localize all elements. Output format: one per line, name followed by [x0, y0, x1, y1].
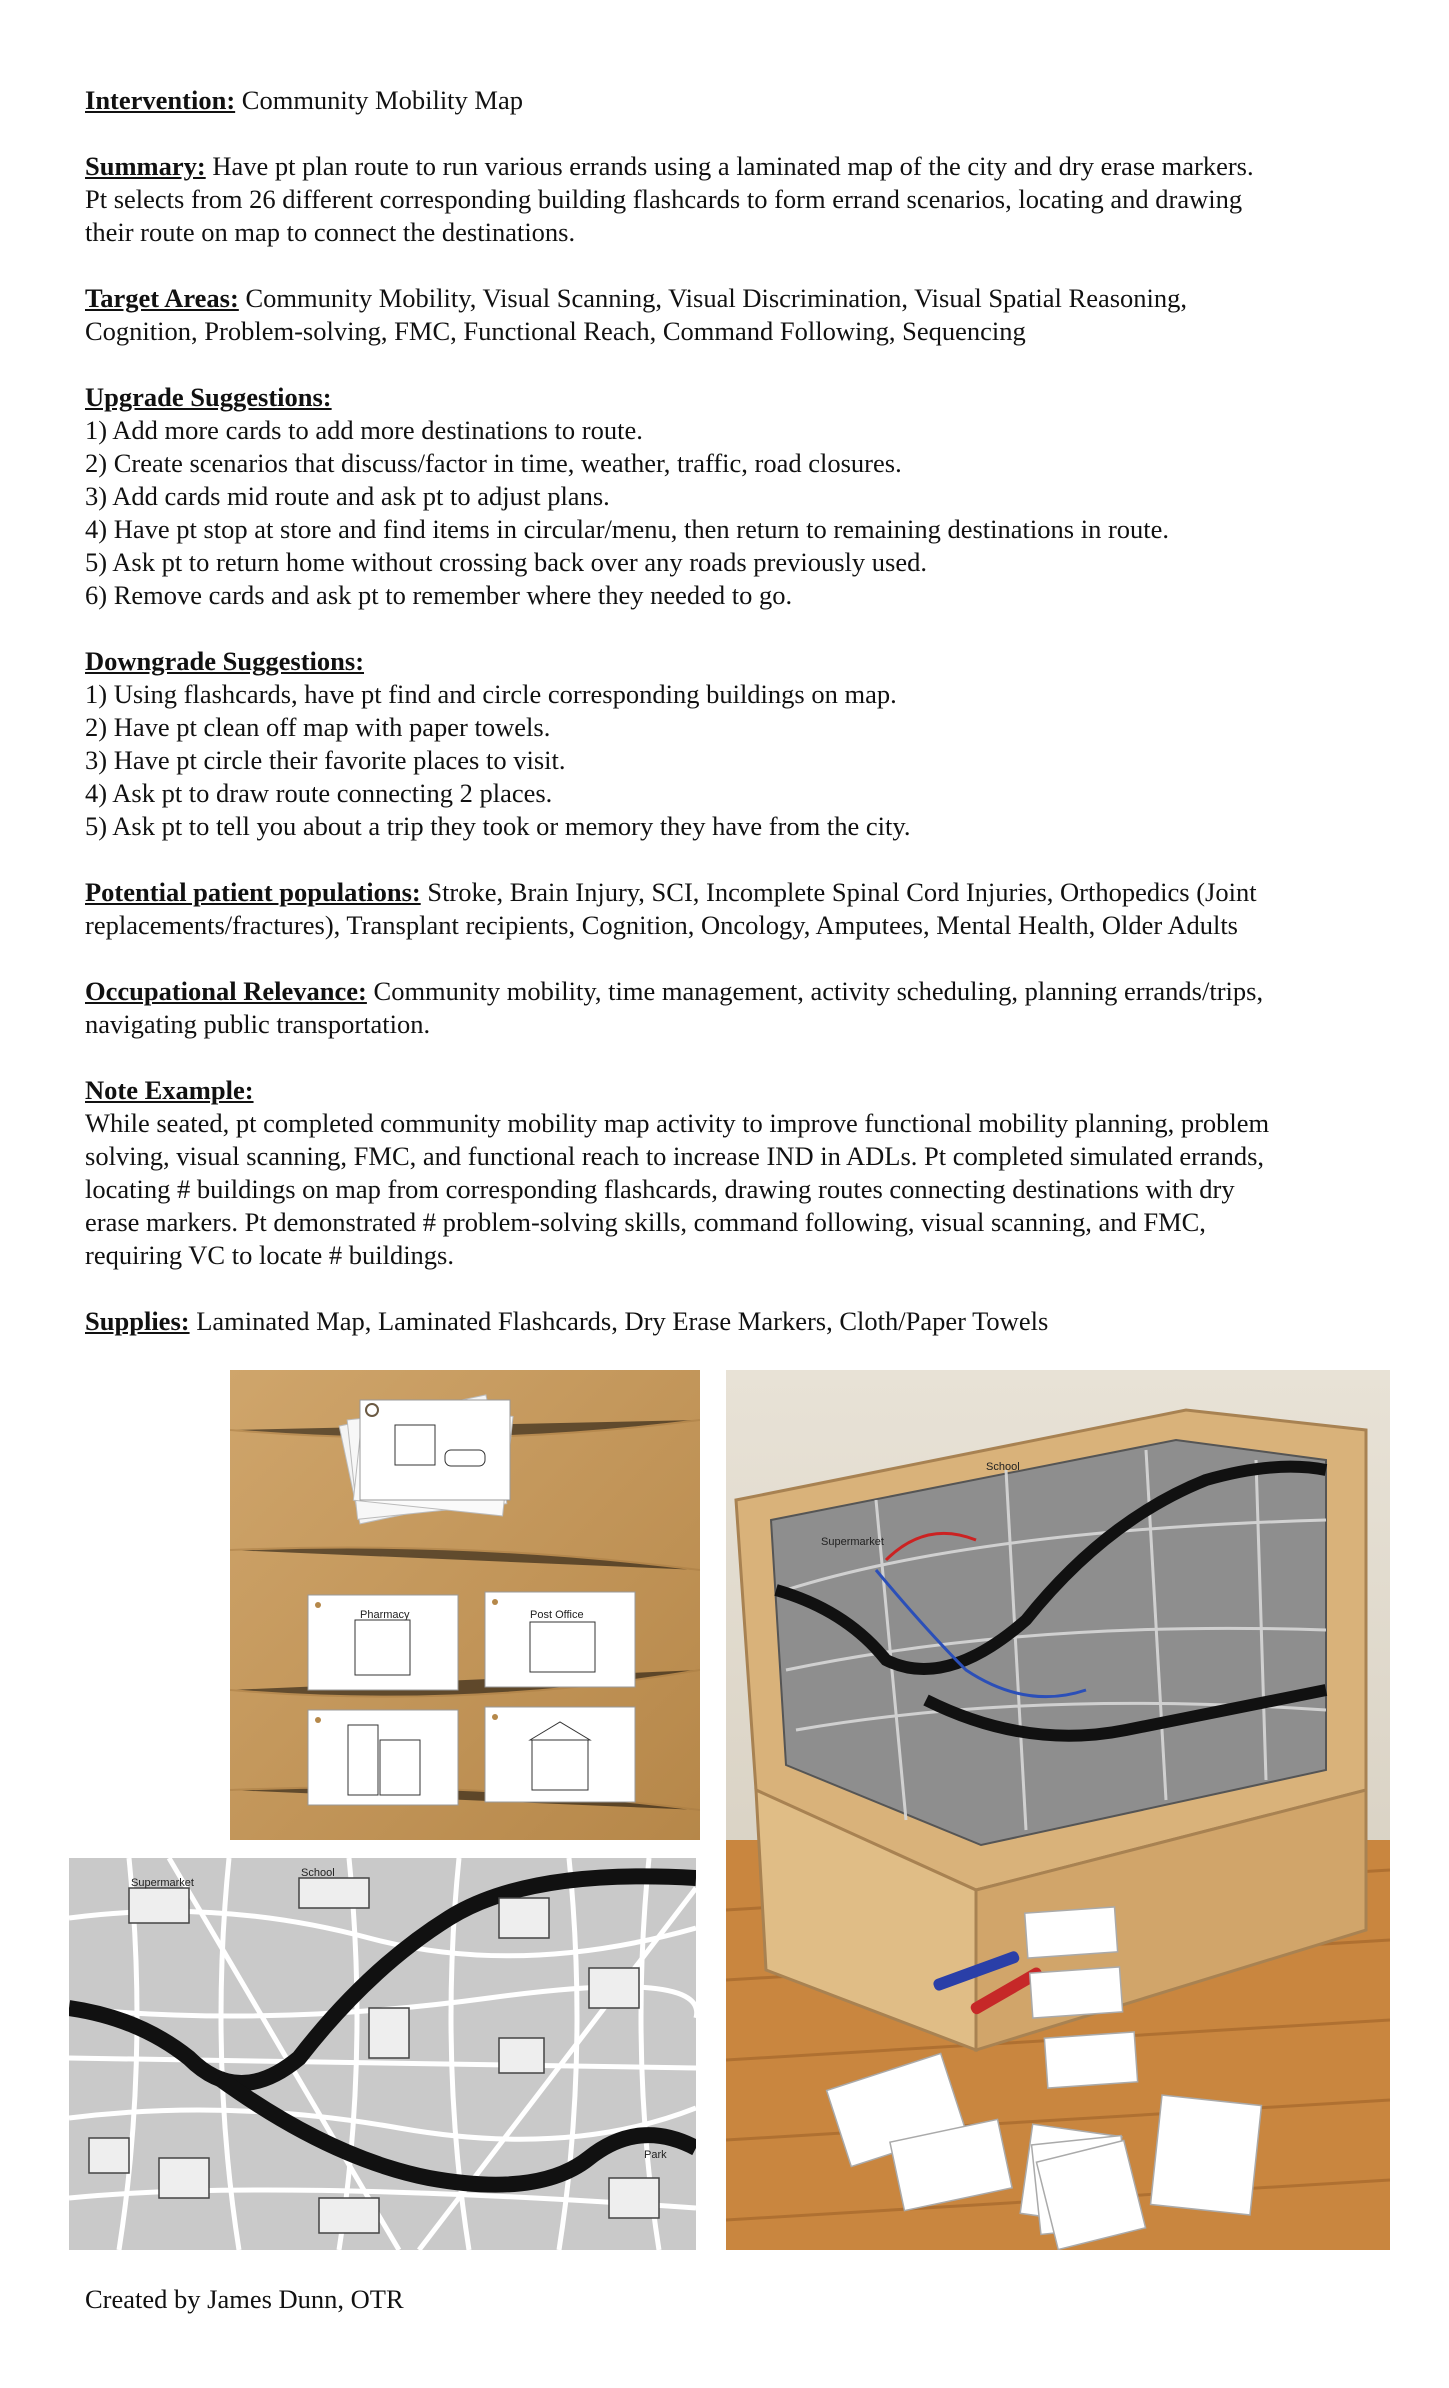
upgrade-item: 6) Remove cards and ask pt to remember where they needed to go.	[85, 580, 793, 610]
flashcard-post-office	[485, 1592, 635, 1687]
downgrade-item: 4) Ask pt to draw route connecting 2 places.	[85, 778, 553, 808]
note-line: erase markers. Pt demonstrated # problem-solving skills, command following, visual scanning, and FMC,	[85, 1207, 1206, 1237]
easel-photo	[726, 1370, 1390, 2250]
summary-section	[85, 150, 1385, 249]
upgrade-item: 5) Ask pt to return home without crossing back over any roads previously used.	[85, 547, 927, 577]
note-line: locating # buildings on map from corresponding flashcards, drawing routes connecting destinations with dry	[85, 1174, 1235, 1204]
summary-line: Have pt plan route to run various errands using a laminated map of the city and dry erase markers.	[205, 151, 1254, 181]
target-areas-line: Cognition, Problem-solving, FMC, Functional Reach, Command Following, Sequencing	[85, 316, 1026, 346]
note-section	[85, 1074, 1385, 1272]
relevance-line: navigating public transportation.	[85, 1009, 431, 1039]
downgrade-item: 5) Ask pt to tell you about a trip they took or memory they have from the city.	[85, 811, 911, 841]
post-office-card-label: Post Office	[530, 1609, 584, 1621]
target-areas-section	[85, 282, 1385, 348]
intervention-section	[85, 84, 1385, 117]
upgrade-item: 3) Add cards mid route and ask pt to adjust plans.	[85, 481, 610, 511]
document-body	[85, 84, 1385, 1371]
note-line: solving, visual scanning, FMC, and functional reach to increase IND in ADLs. Pt completed simulated errands,	[85, 1141, 1265, 1171]
intervention-text: Community Mobility Map	[235, 85, 523, 115]
populations-section	[85, 876, 1385, 942]
flashcard-bank	[485, 1707, 635, 1802]
downgrade-item: 2) Have pt clean off map with paper towels.	[85, 712, 551, 742]
target-areas-label: Target Areas:	[85, 283, 239, 313]
upgrade-section	[85, 381, 1385, 612]
populations-label: Potential patient populations:	[85, 877, 421, 907]
city-map-photo	[69, 1858, 696, 2250]
note-line: requiring VC to locate # buildings.	[85, 1240, 454, 1270]
downgrade-item: 3) Have pt circle their favorite places to visit.	[85, 745, 566, 775]
downgrade-label: Downgrade Suggestions:	[85, 646, 365, 676]
summary-label: Summary:	[85, 151, 206, 181]
flashcards-photo	[230, 1370, 700, 1840]
flashcards-illustration	[230, 1370, 700, 1840]
easel-label-supermarket: Supermarket	[821, 1536, 884, 1548]
supplies-section	[85, 1305, 1385, 1338]
flashcard-building	[308, 1710, 458, 1805]
populations-line: Stroke, Brain Injury, SCI, Incomplete Spinal Cord Injuries, Orthopedics (Joint	[420, 877, 1257, 907]
map-label-supermarket: Supermarket	[131, 1877, 194, 1889]
upgrade-label: Upgrade Suggestions:	[85, 382, 332, 412]
populations-line: replacements/fractures), Transplant recipients, Cognition, Oncology, Amputees, Mental Health, Older Adults	[85, 910, 1238, 940]
intervention-label: Intervention:	[85, 85, 236, 115]
map-label-park: Park	[644, 2149, 667, 2161]
downgrade-section	[85, 645, 1385, 843]
flashcard-pharmacy	[308, 1595, 458, 1690]
target-areas-line: Community Mobility, Visual Scanning, Visual Discrimination, Visual Spatial Reasoning,	[238, 283, 1188, 313]
relevance-section	[85, 975, 1385, 1041]
upgrade-item: 2) Create scenarios that discuss/factor in time, weather, traffic, road closures.	[85, 448, 902, 478]
map-label-school: School	[301, 1867, 335, 1879]
note-label: Note Example:	[85, 1075, 254, 1105]
supplies-label: Supplies:	[85, 1306, 190, 1336]
upgrade-item: 1) Add more cards to add more destinations to route.	[85, 415, 643, 445]
flashcard-stack	[339, 1395, 513, 1524]
easel-illustration	[726, 1370, 1390, 2250]
downgrade-item: 1) Using flashcards, have pt find and circle corresponding buildings on map.	[85, 679, 897, 709]
footer-credit: Created by James Dunn, OTR	[85, 2284, 404, 2314]
relevance-label: Occupational Relevance:	[85, 976, 367, 1006]
pharmacy-card-label: Pharmacy	[360, 1609, 410, 1621]
summary-line: Pt selects from 26 different corresponding building flashcards to form errand scenarios, locating and drawing	[85, 184, 1243, 214]
upgrade-item: 4) Have pt stop at store and find items in circular/menu, then return to remaining destinations in route.	[85, 514, 1170, 544]
relevance-line: Community mobility, time management, activity scheduling, planning errands/trips,	[366, 976, 1264, 1006]
summary-line: their route on map to connect the destinations.	[85, 217, 576, 247]
note-line: While seated, pt completed community mobility map activity to improve functional mobility planning, problem	[85, 1108, 1270, 1138]
easel-label-school: School	[986, 1461, 1020, 1473]
city-map-illustration	[69, 1858, 696, 2250]
supplies-text: Laminated Map, Laminated Flashcards, Dry Erase Markers, Cloth/Paper Towels	[189, 1306, 1049, 1336]
